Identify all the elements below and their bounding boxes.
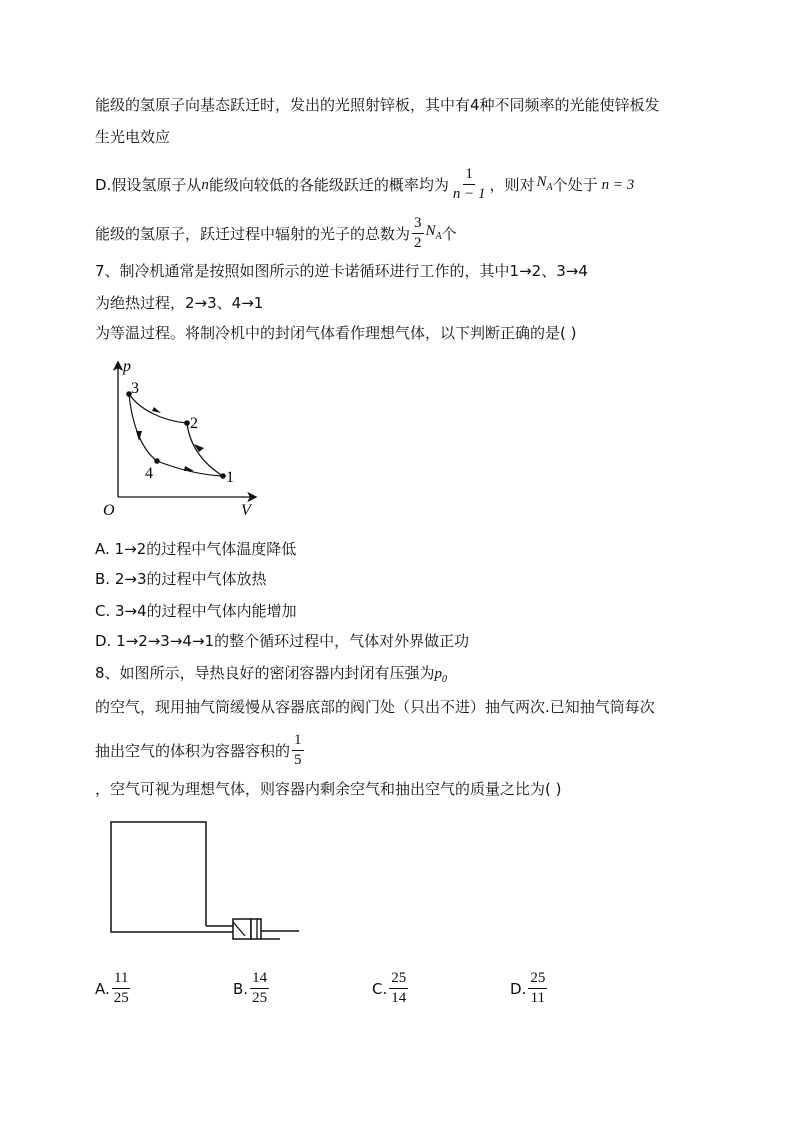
- line4-suffix: 个: [441, 224, 457, 243]
- q8-stem-line-4: ，空气可视为理想气体，则容器内剩余空气和抽出空气的质量之比为( ): [95, 780, 562, 798]
- q8-option-a: [95, 970, 133, 1007]
- fraction-denominator: n − 1: [452, 186, 486, 202]
- fraction-denominator: 14: [391, 990, 407, 1006]
- q8-option-d: [510, 970, 549, 1007]
- point-1: [220, 473, 226, 479]
- fraction-denominator: 11: [530, 990, 546, 1006]
- q8-option-c: [372, 970, 410, 1007]
- q7-option-b: B. 2→3的过程中气体放热: [95, 570, 267, 588]
- option-fraction: [528, 970, 547, 1007]
- container-pump-diagram: [105, 818, 305, 948]
- prev-text-line-2: 生光电效应: [95, 128, 171, 146]
- fraction-1-over-n-minus-1: [451, 166, 488, 203]
- point-label-2: 2: [190, 415, 198, 432]
- q8-stem-line-3: [95, 732, 306, 769]
- q7-stem-line-3: 为等温过程。将制冷机中的封闭气体看作理想气体，以下判断正确的是( ): [95, 324, 577, 342]
- curve-3-to-4: [129, 394, 157, 461]
- pv-cycle-diagram: [95, 355, 270, 525]
- option-d-mid2: ，则对: [489, 175, 535, 194]
- axis-label-v: V: [241, 502, 251, 519]
- q7-stem-line-1: 7、制冷机通常是按照如图所示的逆卡诺循环进行工作的，其中1→2、3→4: [95, 262, 588, 280]
- fraction-3-over-2: [412, 215, 424, 252]
- fraction-numerator: 1: [463, 166, 475, 185]
- line4-prefix: 能级的氢原子，跃迁过程中辐射的光子的总数为: [95, 224, 411, 243]
- option-d-prefix: D.假设氢原子从: [95, 175, 202, 194]
- avogadro-symbol: $N_A$: [536, 173, 553, 193]
- q7-option-d: D. 1→2→3→4→1的整个循环过程中，气体对外界做正功: [95, 632, 470, 650]
- option-label: D.: [510, 979, 527, 998]
- avogadro-symbol: $N_A$: [425, 222, 442, 242]
- option-fraction: [250, 970, 269, 1007]
- fraction-numerator: 25: [528, 970, 547, 989]
- curve-2-to-3: [129, 394, 187, 423]
- fraction-1-over-5: [292, 732, 304, 769]
- fraction-denominator: 25: [252, 990, 268, 1006]
- q7-stem-line-2: 为绝热过程，2→3、4→1: [95, 294, 264, 312]
- option-label: C.: [372, 979, 388, 998]
- q8-line1-prefix: 8、如图所示，导热良好的密闭容器内封闭有压强为: [95, 664, 435, 682]
- option-d-mid3: 个处于: [552, 175, 598, 194]
- valve-housing: [233, 919, 251, 939]
- var-p0: $p_0$: [434, 666, 448, 685]
- fraction-numerator: 3: [412, 215, 424, 234]
- arrow-2-to-3-icon: [152, 407, 161, 413]
- option-d-mid: 能级向较低的各能级跃迁的概率均为: [208, 175, 449, 194]
- container-outline: [111, 822, 233, 932]
- fraction-numerator: 11: [112, 970, 130, 989]
- option-label: B.: [233, 979, 249, 998]
- fraction-numerator: 1: [292, 732, 304, 751]
- q8-line3-prefix: 抽出空气的体积为容器容积的: [95, 741, 291, 760]
- option-label: A.: [95, 979, 110, 998]
- prev-text-line-4: [95, 215, 457, 252]
- option-fraction: [112, 970, 131, 1007]
- fraction-denominator: 25: [113, 990, 129, 1006]
- equation-n-equals-3: n = 3: [601, 176, 635, 193]
- fraction-denominator: 2: [414, 235, 422, 251]
- fraction-numerator: 14: [250, 970, 269, 989]
- q7-option-a: A. 1→2的过程中气体温度降低: [95, 540, 297, 558]
- point-label-4: 4: [145, 465, 153, 482]
- pump-barrel: [251, 919, 261, 939]
- fraction-denominator: 5: [294, 752, 302, 768]
- point-label-1: 1: [226, 469, 234, 486]
- prev-text-line-1: 能级的氢原子向基态跃迁时，发出的光照射锌板，其中有4种不同频率的光能使锌板发: [95, 96, 660, 114]
- fraction-numerator: 25: [389, 970, 408, 989]
- point-4: [154, 458, 160, 464]
- q8-option-b: [233, 970, 271, 1007]
- origin-label: O: [103, 502, 115, 519]
- q7-option-c: C. 3→4的过程中气体内能增加: [95, 602, 297, 620]
- point-label-3: 3: [131, 380, 139, 397]
- prev-option-d: [95, 166, 634, 203]
- axis-label-p: p: [123, 358, 131, 375]
- point-2: [184, 420, 190, 426]
- arrow-4-to-1-icon: [184, 466, 194, 471]
- q8-stem-line-2: 的空气，现用抽气筒缓慢从容器底部的阀门处（只出不进）抽气两次.已知抽气筒每次: [95, 698, 655, 716]
- q8-stem-line-1: [95, 662, 447, 691]
- option-fraction: [389, 970, 408, 1007]
- var-n: n: [201, 176, 209, 193]
